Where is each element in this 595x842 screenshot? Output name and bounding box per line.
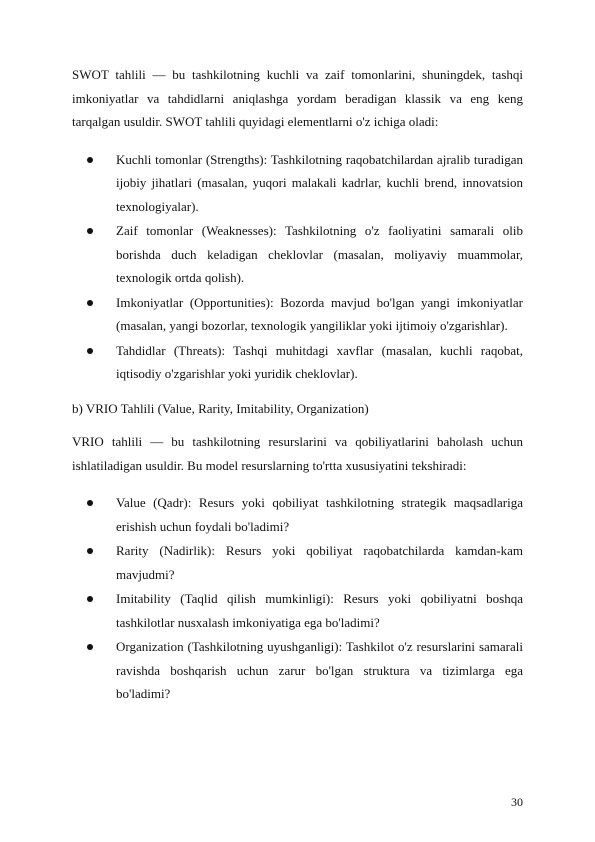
list-item: Kuchli tomonlar (Strengths): Tashkilotning raqobatchilardan ajralib turadigan ijobiy jihatlari (masalan, yuqori malakali kadrlar, kuchli brend, innovatsion texnologiyalar). bbox=[72, 148, 523, 219]
bullet-icon bbox=[87, 228, 93, 234]
vrio-intro-paragraph: VRIO tahlili — bu tashkilotning resurslarini va qobiliyatlarini baholash uchun ishlatiladigan usuldir. Bu model resurslarning to'rtta xususiyatini tekshiradi: bbox=[72, 434, 523, 473]
list-item: Tahdidlar (Threats): Tashqi muhitdagi xavflar (masalan, kuchli raqobat, iqtisodiy o'zgarishlar yoki yuridik cheklovlar). bbox=[72, 339, 523, 386]
bullet-icon bbox=[87, 644, 93, 650]
bullet-icon bbox=[87, 548, 93, 554]
vrio-list bbox=[72, 491, 523, 706]
document-page bbox=[72, 63, 523, 717]
bullet-icon bbox=[87, 500, 93, 506]
list-item: Value (Qadr): Resurs yoki qobiliyat tashkilotning strategik maqsadlariga erishish uchun foydali bo'ladimi? bbox=[72, 491, 523, 538]
list-item: Rarity (Nadirlik): Resurs yoki qobiliyat raqobatchilarda kamdan-kam mavjudmi? bbox=[72, 539, 523, 586]
list-item: Imkoniyatlar (Opportunities): Bozorda mavjud bo'lgan yangi imkoniyatlar (masalan, yangi bozorlar, texnologik yangiliklar yoki ijtimoiy o'zgarishlar). bbox=[72, 291, 523, 338]
vrio-heading: b) VRIO Tahlili (Value, Rarity, Imitability, Organization) bbox=[72, 400, 369, 416]
bullet-icon bbox=[87, 348, 93, 354]
list-item: Zaif tomonlar (Weaknesses): Tashkilotning o'z faoliyatini samarali olib borishda duch keladigan cheklovlar (masalan, moliyaviy muammolar, texnologik ortda qolish). bbox=[72, 219, 523, 290]
bullet-icon bbox=[87, 596, 93, 602]
list-item: Imitability (Taqlid qilish mumkinligi): Resurs yoki qobiliyatni boshqa tashkilotlar nusxalash imkoniyatiga ega bo'ladimi? bbox=[72, 587, 523, 634]
page-number: 30 bbox=[511, 795, 523, 809]
swot-list bbox=[72, 148, 523, 386]
list-item: Organization (Tashkilotning uyushganligi): Tashkilot o'z resurslarini samarali ravishda boshqarish uchun zarur bo'lgan struktura va tizimlarga ega bo'ladimi? bbox=[72, 635, 523, 706]
bullet-icon bbox=[87, 157, 93, 163]
swot-intro-paragraph: SWOT tahlili — bu tashkilotning kuchli va zaif tomonlarini, shuningdek, tashqi imkoniyatlar va tahdidlarni aniqlashga yordam beradigan klassik va eng keng tarqalgan usuldir. SWOT tahlili quyidagi elementlarni o'z ichiga oladi: bbox=[72, 67, 523, 129]
bullet-icon bbox=[87, 300, 93, 306]
